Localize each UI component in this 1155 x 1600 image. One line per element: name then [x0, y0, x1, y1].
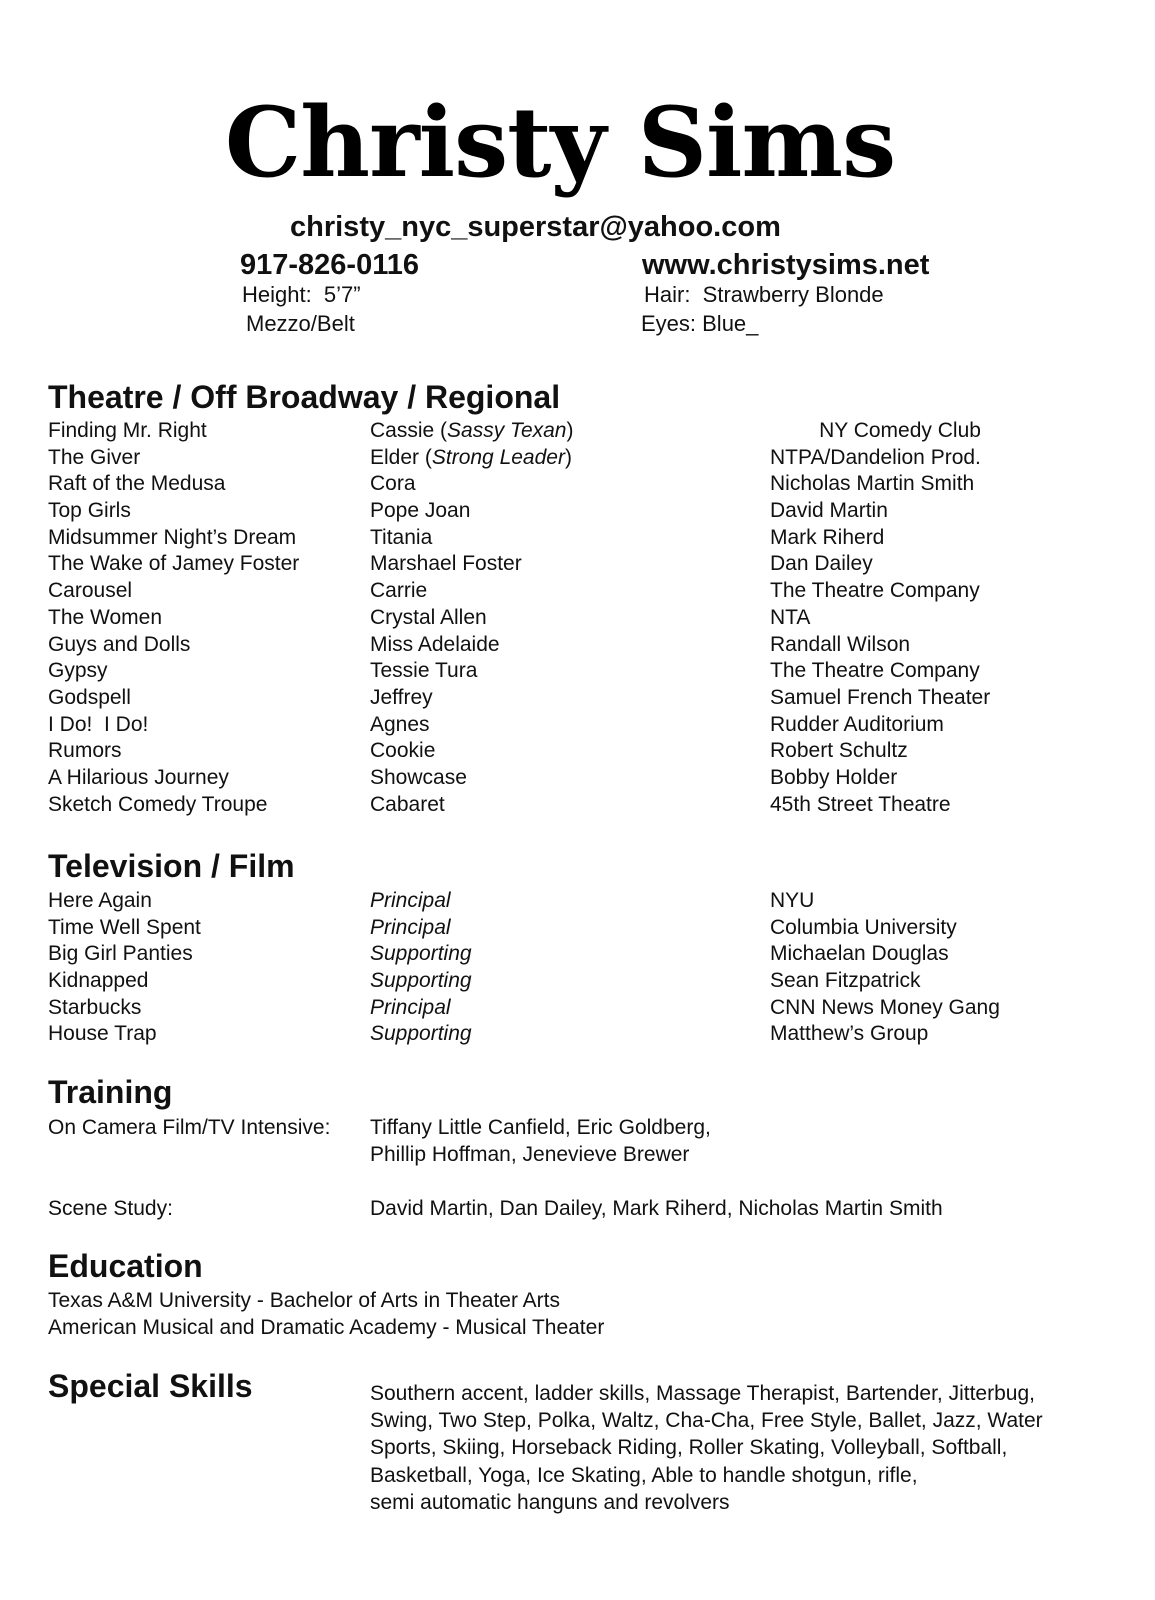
education-line-1: Texas A&M University - Bachelor of Arts in Theater Arts: [48, 1289, 560, 1312]
show-title: The Women: [48, 605, 162, 629]
training-camera-label: On Camera Film/TV Intensive:: [48, 1116, 331, 1139]
film-title: Big Girl Panties: [48, 942, 193, 966]
role-name: Tessie Tura: [370, 659, 478, 683]
film-title: Starbucks: [48, 995, 142, 1019]
film-company: Matthew’s Group: [770, 1022, 929, 1046]
role-name: Cabaret: [370, 792, 445, 816]
role-cell: [370, 765, 467, 791]
table-row: [48, 888, 1108, 915]
film-role: Supporting: [370, 942, 472, 966]
table-row: [48, 738, 1108, 765]
show-title: Rumors: [48, 739, 122, 763]
venue-name: Rudder Auditorium: [770, 712, 944, 736]
email-address[interactable]: christy_nyc_superstar@yahoo.com: [290, 211, 781, 243]
table-row: [48, 578, 1108, 605]
role-name: Showcase: [370, 765, 467, 789]
role-name: Cora: [370, 472, 416, 496]
show-title: Guys and Dolls: [48, 632, 191, 656]
role-cell: [370, 632, 500, 658]
show-title: Midsummer Night’s Dream: [48, 525, 297, 549]
film-company: Columbia University: [770, 915, 957, 939]
skills-line: Swing, Two Step, Polka, Waltz, Cha-Cha, Free Style, Ballet, Jazz, Water: [370, 1409, 1043, 1433]
venue-name: The Theatre Company: [770, 579, 980, 603]
film-role: Principal: [370, 995, 451, 1019]
table-row: [48, 968, 1108, 995]
role-name: Marshael Foster: [370, 552, 522, 576]
training-scene-value: David Martin, Dan Dailey, Mark Riherd, Nicholas Martin Smith: [370, 1197, 943, 1220]
table-row: [48, 712, 1108, 739]
role-cell: [370, 658, 477, 684]
venue-name: Bobby Holder: [770, 765, 898, 789]
show-title: Finding Mr. Right: [48, 419, 207, 442]
role-cell: [370, 418, 574, 444]
film-company: Sean Fitzpatrick: [770, 969, 921, 993]
skills-line: Southern accent, ladder skills, Massage Therapist, Bartender, Jitterbug,: [370, 1382, 1035, 1405]
role-cell: [370, 578, 427, 604]
show-title: A Hilarious Journey: [48, 765, 229, 789]
education-heading: Education: [48, 1248, 203, 1284]
venue-name: Dan Dailey: [770, 552, 873, 576]
role-name: Cassie (: [370, 419, 448, 442]
role-name: Crystal Allen: [370, 605, 487, 629]
show-title: Sketch Comedy Troupe: [48, 792, 268, 816]
venue-name: Nicholas Martin Smith: [770, 472, 975, 496]
table-row: [48, 471, 1108, 498]
show-title: Top Girls: [48, 499, 131, 523]
venue-name: 45th Street Theatre: [770, 792, 951, 816]
skills-line: semi automatic hanguns and revolvers: [370, 1490, 730, 1514]
role-note-close: ): [566, 419, 574, 442]
skills-line: Basketball, Yoga, Ice Skating, Able to handle shotgun, rifle,: [370, 1463, 918, 1487]
training-camera-line2: Phillip Hoffman, Jenevieve Brewer: [370, 1143, 690, 1166]
skills-list: [370, 1380, 1100, 1516]
role-name: Agnes: [370, 712, 430, 736]
table-row: [48, 605, 1108, 632]
film-role: Supporting: [370, 1022, 472, 1046]
role-cell: [370, 605, 487, 631]
role-cell: [370, 712, 430, 738]
venue-name: NTA: [770, 605, 811, 629]
role-note-close: ): [564, 445, 572, 469]
venue-name: Randall Wilson: [770, 632, 911, 656]
film-company: NYU: [770, 889, 815, 912]
theatre-credits: [48, 418, 1108, 818]
show-title: The Giver: [48, 445, 141, 469]
film-role: Principal: [370, 889, 451, 912]
show-title: Raft of the Medusa: [48, 472, 226, 496]
film-heading: Television / Film: [48, 848, 295, 884]
eyes-info: Eyes: Blue_: [641, 311, 759, 336]
role-cell: [370, 471, 416, 497]
film-role: Supporting: [370, 969, 472, 993]
role-name: Cookie: [370, 739, 436, 763]
training-camera-line1: Tiffany Little Canfield, Eric Goldberg,: [370, 1116, 711, 1139]
table-row: Finding Mr. Right Cassie (Sassy Texan) NY Comedy Club: [48, 419, 981, 442]
role-cell: [370, 525, 432, 551]
table-row: [48, 498, 1108, 525]
role-name: Titania: [370, 525, 433, 549]
table-row: [48, 1021, 1108, 1048]
role-name: Jeffrey: [370, 685, 433, 709]
training-scene-label: Scene Study:: [48, 1197, 173, 1220]
training-heading: Training: [48, 1074, 173, 1110]
film-title: Here Again: [48, 889, 152, 912]
role-cell: [370, 685, 433, 711]
show-title: Godspell: [48, 685, 131, 709]
resume-name: Christy Sims: [224, 86, 896, 199]
table-row: [48, 685, 1108, 712]
venue-name: Robert Schultz: [770, 739, 908, 763]
table-row: [48, 765, 1108, 792]
table-row: [48, 941, 1108, 968]
theatre-heading: Theatre / Off Broadway / Regional: [48, 379, 561, 415]
table-row: [48, 551, 1108, 578]
venue-name: David Martin: [770, 499, 888, 523]
film-role: Principal: [370, 915, 451, 939]
role-cell: [370, 738, 435, 764]
film-title: House Trap: [48, 1022, 157, 1046]
table-row: [48, 632, 1108, 659]
phone-number: 917-826-0116: [240, 249, 419, 281]
skills-line: Sports, Skiing, Horseback Riding, Roller Skating, Volleyball, Softball,: [370, 1436, 1008, 1460]
table-row: [48, 445, 1108, 472]
film-title: Kidnapped: [48, 969, 149, 993]
role-cell: [370, 551, 522, 577]
table-row: [48, 525, 1108, 552]
role-name: Elder (: [370, 445, 432, 469]
skills-heading: Special Skills: [48, 1368, 253, 1404]
role-cell: [370, 792, 445, 818]
table-row: [48, 792, 1108, 819]
film-company: CNN News Money Gang: [770, 995, 1000, 1019]
venue-name: The Theatre Company: [770, 659, 980, 683]
venue-name: Mark Riherd: [770, 525, 885, 549]
table-row: [48, 995, 1108, 1022]
role-cell: [370, 498, 470, 524]
education-line-2: American Musical and Dramatic Academy - Musical Theater: [48, 1316, 605, 1339]
role-name: Pope Joan: [370, 499, 471, 523]
film-title: Time Well Spent: [48, 915, 201, 939]
show-title: The Wake of Jamey Foster: [48, 552, 300, 576]
website-link[interactable]: www.christysims.net: [642, 249, 930, 281]
venue-name: NTPA/Dandelion Prod.: [770, 445, 981, 469]
film-company: Michaelan Douglas: [770, 942, 949, 966]
show-title: Carousel: [48, 579, 133, 603]
role-name: Carrie: [370, 579, 428, 603]
hair-info: Hair: Strawberry Blonde: [644, 282, 884, 307]
role-note: Strong Leader: [431, 445, 565, 469]
role-cell: [370, 445, 572, 471]
show-title: Gypsy: [48, 659, 108, 683]
voice-type: Mezzo/Belt: [246, 311, 355, 336]
venue-name: Samuel French Theater: [770, 685, 991, 709]
height-info: Height: 5’7”: [242, 282, 361, 307]
table-row: [48, 915, 1108, 942]
role-note: Sassy Texan: [447, 419, 567, 442]
role-name: Miss Adelaide: [370, 632, 500, 656]
film-credits: [48, 888, 1108, 1048]
show-title: I Do! I Do!: [48, 712, 149, 736]
table-row: [48, 658, 1108, 685]
